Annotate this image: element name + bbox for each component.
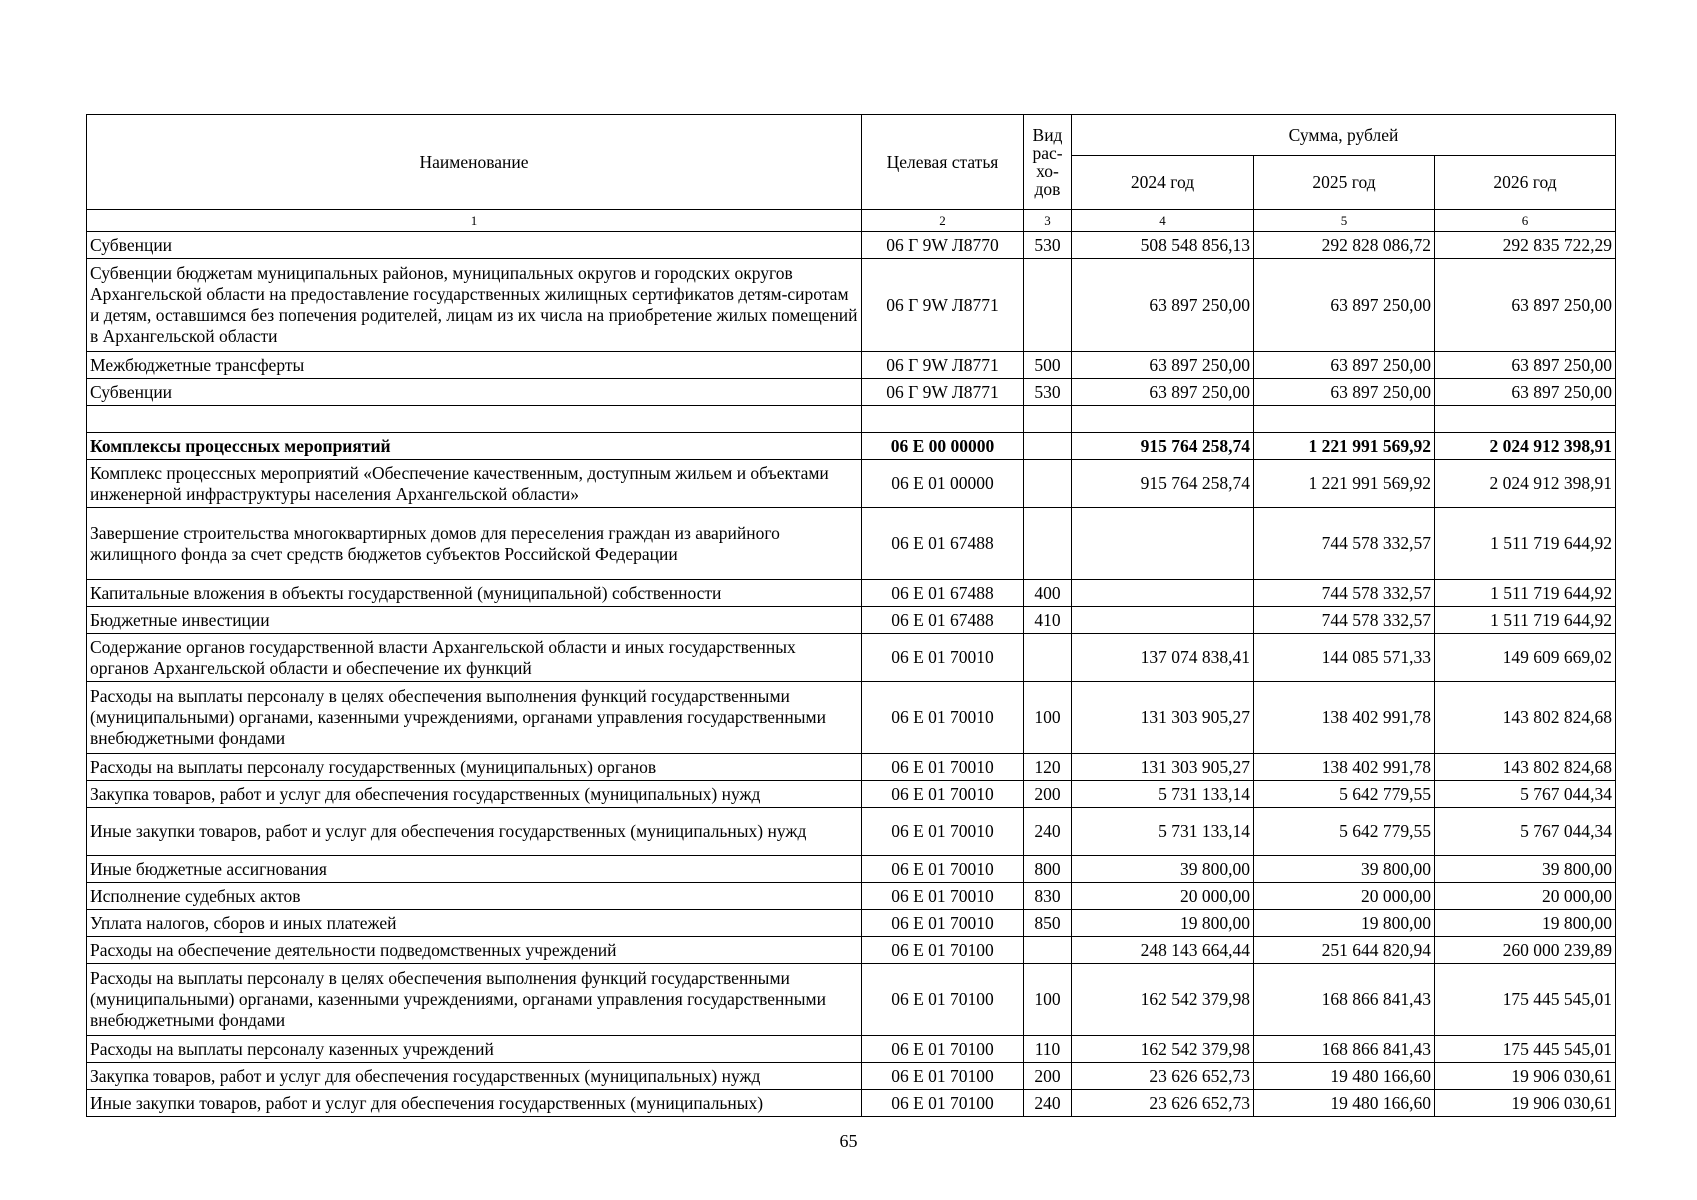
- row-target-code: 06 Е 01 70100: [862, 1063, 1024, 1090]
- row-name: Расходы на выплаты персоналу в целях обеспечения выполнения функций государственными (муниципальными) органами, казенными учреждениями, органами управления государственными внебюджетными фондами: [87, 682, 862, 754]
- row-amount-2026: 260 000 239,89: [1435, 937, 1616, 964]
- table-row: [87, 781, 1616, 808]
- row-amount-2026: 175 445 545,01: [1435, 964, 1616, 1036]
- row-name: Расходы на выплаты персоналу казенных учреждений: [87, 1036, 862, 1063]
- table-row: [87, 379, 1616, 406]
- budget-sheet: [86, 114, 1615, 1117]
- column-number: 4: [1072, 210, 1254, 232]
- row-target-code: 06 Г 9W Л8771: [862, 379, 1024, 406]
- row-expense-kind: [1024, 508, 1072, 580]
- column-number: 5: [1254, 210, 1435, 232]
- row-amount-2024: 63 897 250,00: [1072, 259, 1254, 352]
- row-expense-kind: [1024, 259, 1072, 352]
- row-target-code: 06 Г 9W Л8770: [862, 232, 1024, 259]
- row-amount-2025: 744 578 332,57: [1254, 508, 1435, 580]
- table-row: [87, 1090, 1616, 1117]
- row-target-code: 06 Г 9W Л8771: [862, 352, 1024, 379]
- table-row: [87, 910, 1616, 937]
- row-name: Закупка товаров, работ и услуг для обеспечения государственных (муниципальных) нужд: [87, 1063, 862, 1090]
- table-row: [87, 580, 1616, 607]
- row-amount-2026: 2 024 912 398,91: [1435, 460, 1616, 508]
- row-amount-2026: 5 767 044,34: [1435, 808, 1616, 856]
- row-amount-2026: 19 906 030,61: [1435, 1063, 1616, 1090]
- row-expense-kind: 240: [1024, 1090, 1072, 1117]
- row-expense-kind: 530: [1024, 379, 1072, 406]
- column-number: 6: [1435, 210, 1616, 232]
- row-expense-kind: 830: [1024, 883, 1072, 910]
- row-amount-2024: 131 303 905,27: [1072, 682, 1254, 754]
- header-target: Целевая статья: [862, 115, 1024, 210]
- row-expense-kind: [1024, 433, 1072, 460]
- row-amount-2024: 137 074 838,41: [1072, 634, 1254, 682]
- row-amount-2024: [1072, 580, 1254, 607]
- row-target-code: 06 Е 01 70100: [862, 1090, 1024, 1117]
- row-target-code: 06 Е 01 70100: [862, 937, 1024, 964]
- row-name: Комплекс процессных мероприятий «Обеспечение качественным, доступным жильем и объектами инженерной инфраструктуры населения Архангельской области»: [87, 460, 862, 508]
- row-name: Расходы на обеспечение деятельности подведомственных учреждений: [87, 937, 862, 964]
- row-amount-2025: 5 642 779,55: [1254, 808, 1435, 856]
- table-row: [87, 808, 1616, 856]
- table-row: [87, 937, 1616, 964]
- row-amount-2024: 63 897 250,00: [1072, 379, 1254, 406]
- row-name: Бюджетные инвестиции: [87, 607, 862, 634]
- row-expense-kind: [1024, 634, 1072, 682]
- page-number: 65: [839, 1131, 858, 1151]
- table-row: [87, 607, 1616, 634]
- row-amount-2025: 251 644 820,94: [1254, 937, 1435, 964]
- row-expense-kind: 110: [1024, 1036, 1072, 1063]
- row-target-code: 06 Е 01 70010: [862, 808, 1024, 856]
- row-amount-2026: 19 800,00: [1435, 910, 1616, 937]
- row-name: Завершение строительства многоквартирных домов для переселения граждан из аварийного жилищного фонда за счет средств бюджетов субъектов Российской Федерации: [87, 508, 862, 580]
- row-amount-2026: [1435, 406, 1616, 433]
- row-expense-kind: 800: [1024, 856, 1072, 883]
- column-number: 2: [862, 210, 1024, 232]
- row-amount-2026: 39 800,00: [1435, 856, 1616, 883]
- table-row: [87, 883, 1616, 910]
- row-amount-2024: 915 764 258,74: [1072, 460, 1254, 508]
- row-expense-kind: 100: [1024, 682, 1072, 754]
- row-amount-2025: 1 221 991 569,92: [1254, 433, 1435, 460]
- table-row: [87, 754, 1616, 781]
- row-target-code: 06 Е 01 70100: [862, 964, 1024, 1036]
- row-name: Капитальные вложения в объекты государственной (муниципальной) собственности: [87, 580, 862, 607]
- row-expense-kind: 240: [1024, 808, 1072, 856]
- row-target-code: 06 Е 01 67488: [862, 607, 1024, 634]
- row-expense-kind: [1024, 937, 1072, 964]
- row-amount-2024: 248 143 664,44: [1072, 937, 1254, 964]
- table-row: [87, 1063, 1616, 1090]
- row-amount-2026: 1 511 719 644,92: [1435, 580, 1616, 607]
- table-row: [87, 964, 1616, 1036]
- row-amount-2024: [1072, 607, 1254, 634]
- table-row: [87, 259, 1616, 352]
- header-kind-line: рас-: [1032, 143, 1063, 163]
- row-name: Субвенции: [87, 379, 862, 406]
- column-number: 3: [1024, 210, 1072, 232]
- row-expense-kind: 120: [1024, 754, 1072, 781]
- row-target-code: 06 Е 01 70010: [862, 754, 1024, 781]
- table-row: [87, 856, 1616, 883]
- row-expense-kind: [1024, 406, 1072, 433]
- row-target-code: 06 Е 00 00000: [862, 433, 1024, 460]
- row-amount-2026: 5 767 044,34: [1435, 781, 1616, 808]
- row-amount-2024: 162 542 379,98: [1072, 1036, 1254, 1063]
- row-name: Уплата налогов, сборов и иных платежей: [87, 910, 862, 937]
- table-row: [87, 406, 1616, 433]
- row-amount-2025: 19 800,00: [1254, 910, 1435, 937]
- row-target-code: 06 Е 01 70010: [862, 781, 1024, 808]
- row-amount-2026: 143 802 824,68: [1435, 682, 1616, 754]
- row-amount-2026: 20 000,00: [1435, 883, 1616, 910]
- row-name: Субвенции: [87, 232, 862, 259]
- table-row: [87, 433, 1616, 460]
- row-amount-2024: 5 731 133,14: [1072, 808, 1254, 856]
- table-row: [87, 352, 1616, 379]
- table-row: [87, 682, 1616, 754]
- row-expense-kind: 200: [1024, 781, 1072, 808]
- row-expense-kind: 530: [1024, 232, 1072, 259]
- row-amount-2025: 144 085 571,33: [1254, 634, 1435, 682]
- row-target-code: 06 Е 01 70010: [862, 883, 1024, 910]
- row-target-code: 06 Е 01 70010: [862, 682, 1024, 754]
- budget-table: [86, 114, 1616, 1117]
- row-expense-kind: 850: [1024, 910, 1072, 937]
- row-amount-2026: 143 802 824,68: [1435, 754, 1616, 781]
- header-kind-line: дов: [1034, 179, 1061, 199]
- row-name: [87, 406, 862, 433]
- row-name: Иные закупки товаров, работ и услуг для обеспечения государственных (муниципальных): [87, 1090, 862, 1117]
- header-year-2026: 2026 год: [1435, 156, 1616, 210]
- row-amount-2026: 63 897 250,00: [1435, 259, 1616, 352]
- row-target-code: 06 Г 9W Л8771: [862, 259, 1024, 352]
- header-kind: [1024, 115, 1072, 210]
- row-amount-2025: 138 402 991,78: [1254, 682, 1435, 754]
- row-target-code: 06 Е 01 67488: [862, 580, 1024, 607]
- row-amount-2025: 168 866 841,43: [1254, 964, 1435, 1036]
- row-amount-2026: 292 835 722,29: [1435, 232, 1616, 259]
- row-amount-2026: 149 609 669,02: [1435, 634, 1616, 682]
- row-target-code: [862, 406, 1024, 433]
- row-amount-2026: 63 897 250,00: [1435, 379, 1616, 406]
- row-name: Расходы на выплаты персоналу в целях обеспечения выполнения функций государственными (муниципальными) органами, казенными учреждениями, органами управления государственными внебюджетными фондами: [87, 964, 862, 1036]
- row-target-code: 06 Е 01 67488: [862, 508, 1024, 580]
- row-amount-2025: 138 402 991,78: [1254, 754, 1435, 781]
- row-expense-kind: 500: [1024, 352, 1072, 379]
- row-name: Исполнение судебных актов: [87, 883, 862, 910]
- header-kind-line: Вид: [1032, 125, 1063, 145]
- row-amount-2024: 19 800,00: [1072, 910, 1254, 937]
- row-target-code: 06 Е 01 00000: [862, 460, 1024, 508]
- row-amount-2024: 915 764 258,74: [1072, 433, 1254, 460]
- row-amount-2026: 19 906 030,61: [1435, 1090, 1616, 1117]
- row-amount-2025: 19 480 166,60: [1254, 1063, 1435, 1090]
- row-name: Расходы на выплаты персоналу государственных (муниципальных) органов: [87, 754, 862, 781]
- row-amount-2025: 63 897 250,00: [1254, 259, 1435, 352]
- row-amount-2025: 5 642 779,55: [1254, 781, 1435, 808]
- header-row-top: [87, 115, 1616, 156]
- row-amount-2024: 39 800,00: [1072, 856, 1254, 883]
- row-amount-2024: 508 548 856,13: [1072, 232, 1254, 259]
- row-amount-2026: 2 024 912 398,91: [1435, 433, 1616, 460]
- table-row: [87, 508, 1616, 580]
- table-row: [87, 1036, 1616, 1063]
- row-amount-2025: 39 800,00: [1254, 856, 1435, 883]
- row-name: Межбюджетные трансферты: [87, 352, 862, 379]
- row-expense-kind: 400: [1024, 580, 1072, 607]
- row-amount-2024: 131 303 905,27: [1072, 754, 1254, 781]
- row-amount-2025: 63 897 250,00: [1254, 379, 1435, 406]
- header-name: Наименование: [87, 115, 862, 210]
- row-amount-2025: 292 828 086,72: [1254, 232, 1435, 259]
- row-name: Закупка товаров, работ и услуг для обеспечения государственных (муниципальных) нужд: [87, 781, 862, 808]
- row-name: Субвенции бюджетам муниципальных районов, муниципальных округов и городских округов Архангельской области на предоставление государственных жилищных сертификатов детям-сиротам и детям, оставшимся без попечения родителей, лицам из их числа на приобретение жилых помещений в Архангельской области: [87, 259, 862, 352]
- row-amount-2024: 5 731 133,14: [1072, 781, 1254, 808]
- row-amount-2025: 63 897 250,00: [1254, 352, 1435, 379]
- row-target-code: 06 Е 01 70010: [862, 910, 1024, 937]
- row-amount-2025: 168 866 841,43: [1254, 1036, 1435, 1063]
- row-amount-2024: 162 542 379,98: [1072, 964, 1254, 1036]
- row-name: Содержание органов государственной власти Архангельской области и иных государственных органов Архангельской области и обеспечение их функций: [87, 634, 862, 682]
- header-kind-line: хо-: [1036, 161, 1059, 181]
- table-row: [87, 460, 1616, 508]
- row-amount-2025: 744 578 332,57: [1254, 580, 1435, 607]
- table-row: [87, 232, 1616, 259]
- row-amount-2024: 20 000,00: [1072, 883, 1254, 910]
- row-amount-2024: 63 897 250,00: [1072, 352, 1254, 379]
- row-expense-kind: 410: [1024, 607, 1072, 634]
- row-expense-kind: 200: [1024, 1063, 1072, 1090]
- row-amount-2026: 1 511 719 644,92: [1435, 607, 1616, 634]
- row-amount-2024: [1072, 508, 1254, 580]
- header-sum: Сумма, рублей: [1072, 115, 1616, 156]
- table-row: [87, 634, 1616, 682]
- row-amount-2025: 20 000,00: [1254, 883, 1435, 910]
- row-amount-2026: 175 445 545,01: [1435, 1036, 1616, 1063]
- column-number-row: [87, 210, 1616, 232]
- row-target-code: 06 Е 01 70100: [862, 1036, 1024, 1063]
- row-amount-2024: 23 626 652,73: [1072, 1063, 1254, 1090]
- row-amount-2025: 744 578 332,57: [1254, 607, 1435, 634]
- row-amount-2024: [1072, 406, 1254, 433]
- header-year-2025: 2025 год: [1254, 156, 1435, 210]
- row-expense-kind: [1024, 460, 1072, 508]
- row-name: Комплексы процессных мероприятий: [87, 433, 862, 460]
- row-target-code: 06 Е 01 70010: [862, 634, 1024, 682]
- row-amount-2024: 23 626 652,73: [1072, 1090, 1254, 1117]
- row-name: Иные закупки товаров, работ и услуг для обеспечения государственных (муниципальных) нужд: [87, 808, 862, 856]
- row-amount-2025: [1254, 406, 1435, 433]
- column-number: 1: [87, 210, 862, 232]
- row-amount-2026: 63 897 250,00: [1435, 352, 1616, 379]
- row-amount-2026: 1 511 719 644,92: [1435, 508, 1616, 580]
- row-expense-kind: 100: [1024, 964, 1072, 1036]
- row-name: Иные бюджетные ассигнования: [87, 856, 862, 883]
- row-amount-2025: 1 221 991 569,92: [1254, 460, 1435, 508]
- row-amount-2025: 19 480 166,60: [1254, 1090, 1435, 1117]
- row-target-code: 06 Е 01 70010: [862, 856, 1024, 883]
- header-year-2024: 2024 год: [1072, 156, 1254, 210]
- budget-rows: [87, 232, 1616, 1117]
